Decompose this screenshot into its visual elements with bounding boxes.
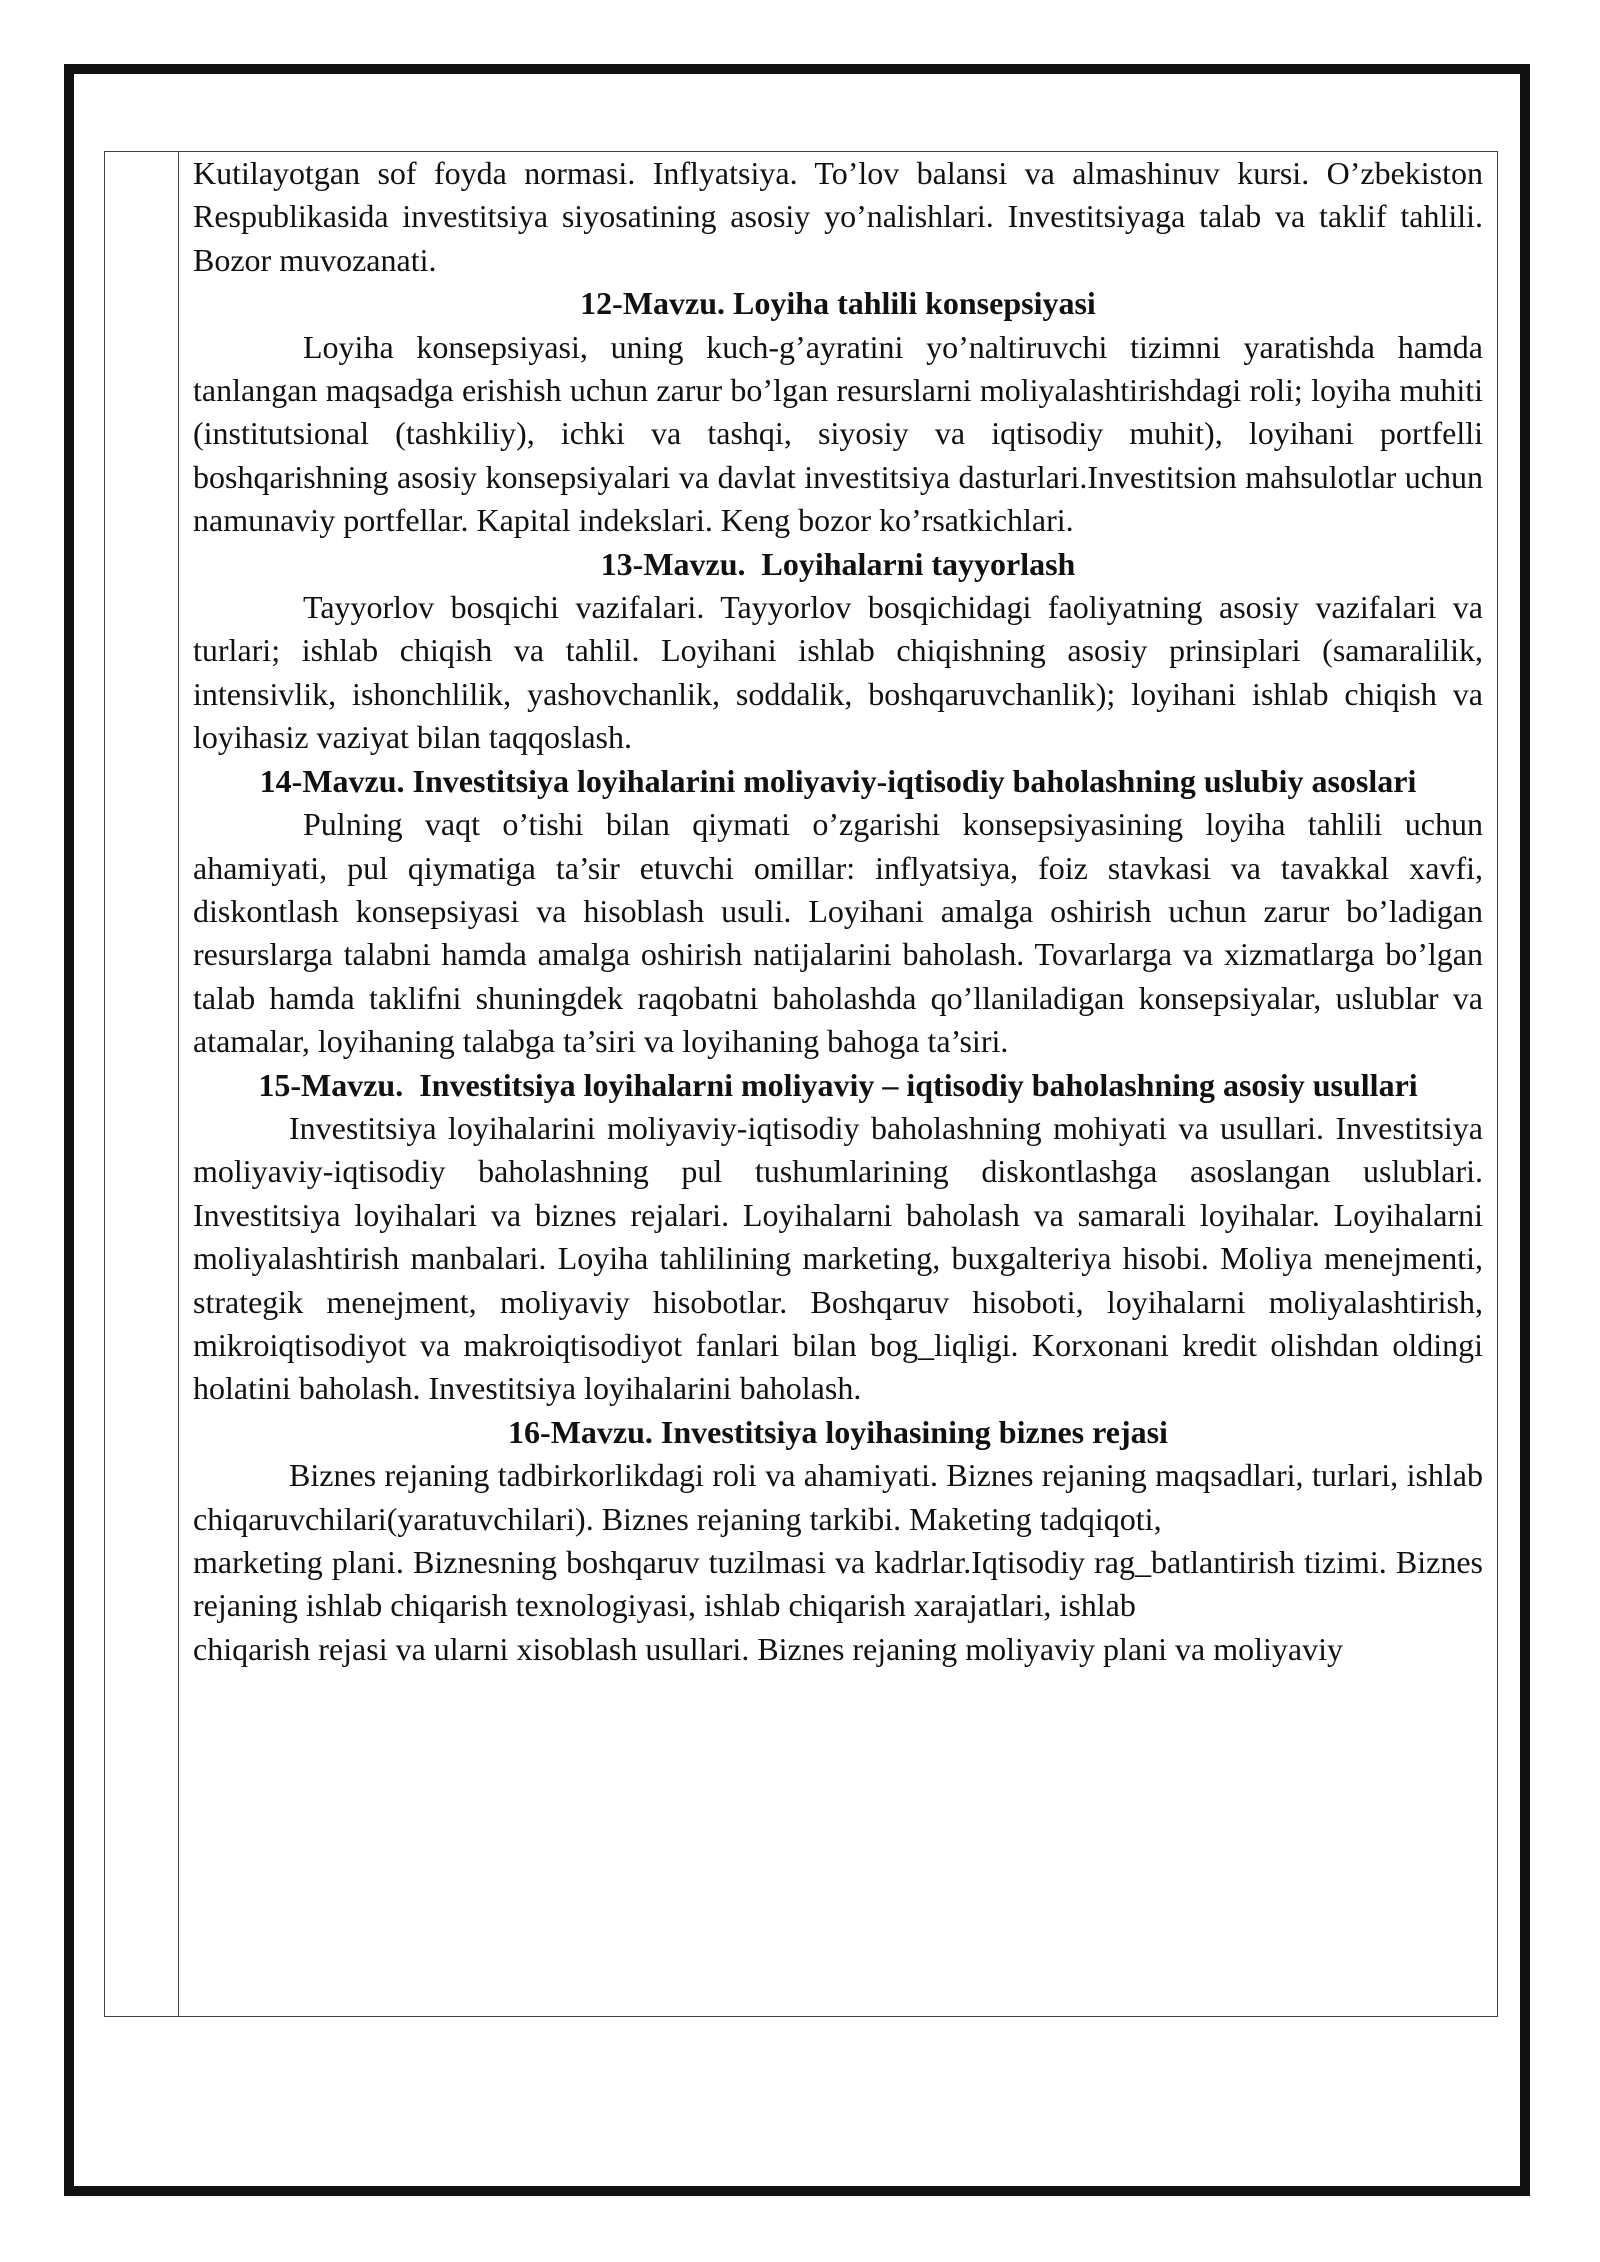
section-body-14: Pulning vaqt o’tishi bilan qiymati o’zgarishi konsepsiyasining loyiha tahlili uchun ahamiyati, pul qiymatiga ta’sir etuvchi omillar: inflyatsiya, foiz stavkasi va tavakkal xavfi, diskontlash konsepsiyasi va hisoblash usuli. Loyihani amalga oshirish uchun zarur bo’ladigan resurslarga talabni hamda amalga oshirish natijalarini baholash. Tovarlarga va xizmatlarga bo’lgan talab hamda taklifni shuningdek raqobatni baholashda qo’llaniladigan konsepsiyalar, uslublar va atamalar, loyihaning talabga ta’siri va loyihaning bahoga ta’siri. [193, 806, 1483, 1060]
section-body-13: Tayyorlov bosqichi vazifalari. Tayyorlov bosqichidagi faoliyatning asosiy vazifalari va turlari; ishlab chiqish va tahlil. Loyihani ishlab chiqishning asosiy prinsiplari (samaralilik, intensivlik, ishonchlilik, yashovchanlik, soddalik, boshqaruvchanlik); loyihani ishlab chiqish va loyihasiz vaziyat bilan taqqoslash. [193, 589, 1483, 756]
table-number-column [105, 152, 179, 2016]
section-body-16-line-3: chiqarish rejasi va ularni xisoblash usullari. Biznes rejaning moliyaviy plani va moliyaviy [193, 1630, 1343, 1667]
intro-paragraph: Kutilayotgan sof foyda normasi. Inflyatsiya. To’lov balansi va almashinuv kursi. O’zbekiston Respublikasida investitsiya siyosatining asosiy yo’nalishlari. Investitsiyaga talab va taklif tahlili. Bozor muvozanati. [193, 155, 1483, 278]
section-heading-16: 16-Mavzu. Investitsiya loyihasining biznes rejasi [508, 1413, 1168, 1450]
section-body-16-line-2: marketing plani. Biznesning boshqaruv tuzilmasi va kadrlar.Iqtisodiy rag_batlantirish tizimi. Biznes rejaning ishlab chiqarish texnologiyasi, ishlab chiqarish xarajatlari, ishlab [193, 1544, 1483, 1624]
table-content-cell [193, 152, 1483, 1671]
syllabus-table [104, 151, 1498, 2017]
section-body-16-line-1: Biznes rejaning tadbirkorlikdagi roli va ahamiyati. Biznes rejaning maqsadlari, turlari, ishlab chiqaruvchilari(yaratuvchilari). Biznes rejaning tarkibi. Maketing tadqiqoti, [193, 1457, 1483, 1537]
section-body-15: Investitsiya loyihalarini moliyaviy-iqtisodiy baholashning mohiyati va usullari. Investitsiya moliyaviy-iqtisodiy baholashning pul tushumlarining diskontlashga asoslangan uslublari. Investitsiya loyihalari va biznes rejalari. Loyihalarni baholash va samarali loyihalar. Loyihalarni moliyalashtirish manbalari. Loyiha tahlilining marketing, buxgalteriya hisobi. Moliya menejmenti, strategik menejment, moliyaviy hisobotlar. Boshqaruv hisoboti, loyihalarni moliyalashtirish, mikroiqtisodiyot va makroiqtisodiyot fanlari bilan bog_liqligi. Korxonani kredit olishdan oldingi holatini baholash. Investitsiya loyihalarini baholash. [193, 1109, 1483, 1407]
section-body-12: Loyiha konsepsiyasi, uning kuch-g’ayratini yo’naltiruvchi tizimni yaratishda hamda tanlangan maqsadga erishish uchun zarur bo’lgan resurslarni moliyalashtirishdagi roli; loyiha muhiti (institutsional (tashkiliy), ichki va tashqi, siyosiy va iqtisodiy muhit), loyihani portfelli boshqarishning asosiy konsepsiyalari va davlat investitsiya dasturlari.Investitsion mahsulotlar uchun namunaviy portfellar. Kapital indekslari. Keng bozor ko’rsatkichlari. [193, 328, 1483, 539]
section-heading-13: 13-Mavzu. Loyihalarni tayyorlash [600, 545, 1076, 582]
section-heading-15: 15-Mavzu. Investitsiya loyihalarni moliyaviy – iqtisodiy baholashning asosiy usullari [258, 1066, 1418, 1103]
section-heading-12: 12-Mavzu. Loyiha tahlili konsepsiyasi [580, 285, 1096, 322]
section-heading-14: 14-Mavzu. Investitsiya loyihalarini moliyaviy-iqtisodiy baholashning uslubiy asoslari [259, 762, 1417, 799]
